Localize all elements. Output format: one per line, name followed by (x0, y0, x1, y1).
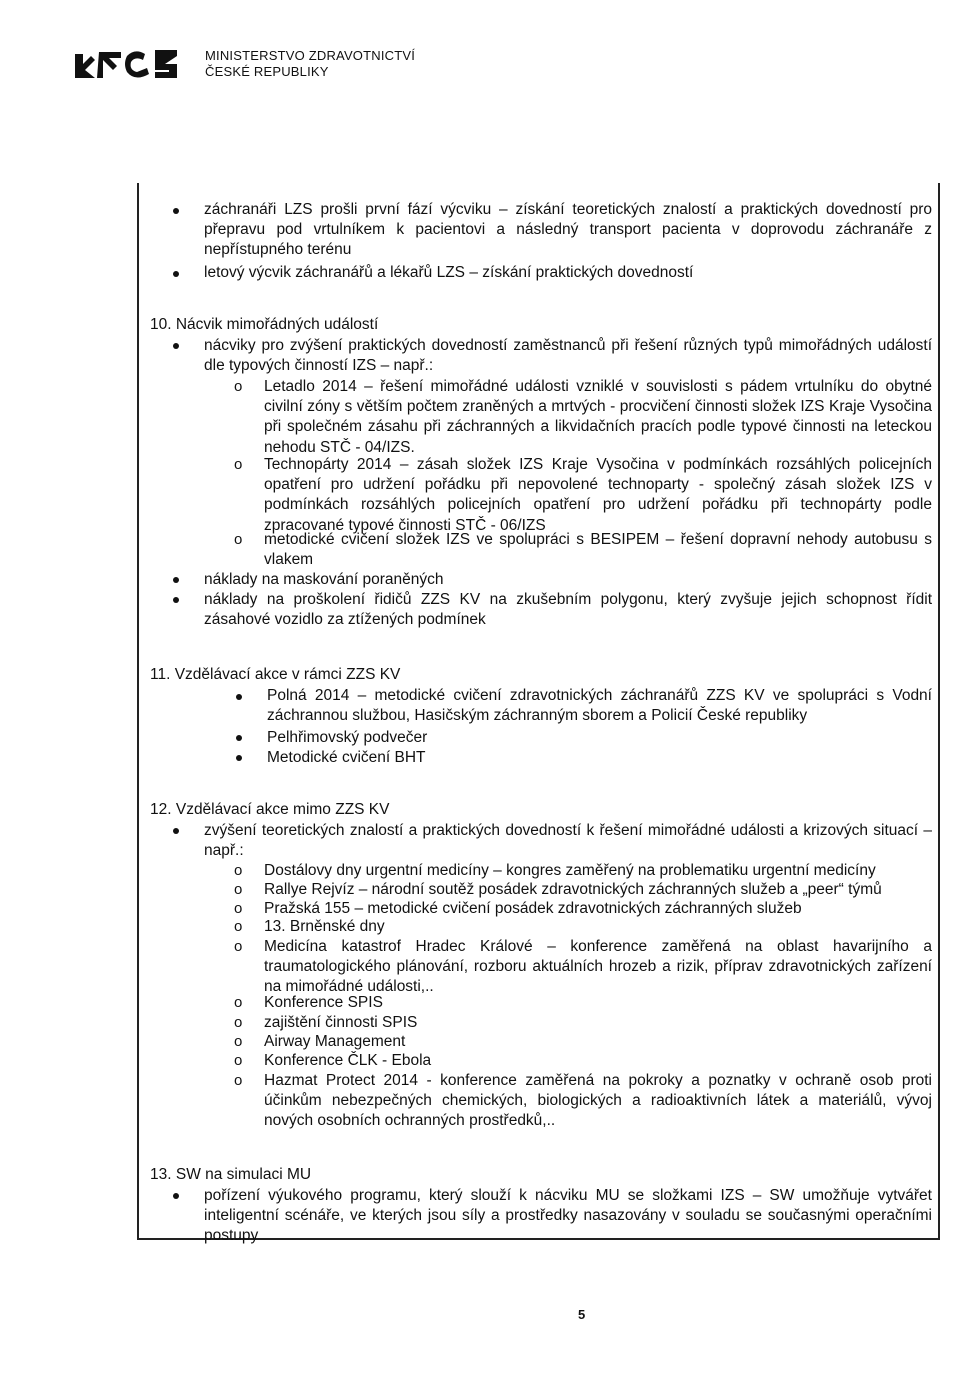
circle-bullet-icon: o (234, 862, 243, 879)
s12-bullet-1: zvýšení teoretických znalostí a praktických dovedností k řešení mimořádné události a krizových situací – např.: (204, 822, 932, 860)
circle-bullet-icon: o (234, 900, 243, 917)
s12-sub-9: Konference ČLK - Ebola (264, 1052, 432, 1069)
circle-bullet-icon: o (234, 918, 243, 935)
circle-bullet-icon: o (234, 994, 243, 1011)
s12-sub-10: Hazmat Protect 2014 - konference zaměřená na pokroky a poznatky v ochraně osob proti účinkům nebezpečných chemických, biologických a radioaktivních látek a materiálů, vývoj nových osobních ochranných prostředků,.. (264, 1072, 932, 1130)
s12-sub-7: zajištění činnosti SPIS (264, 1014, 418, 1031)
ministry-line-1: MINISTERSTVO ZDRAVOTNICTVÍ (205, 48, 416, 63)
bullet-icon (173, 1193, 179, 1199)
circle-bullet-icon: o (234, 1014, 243, 1031)
s10-bullet-1: nácviky pro zvýšení praktických dovedností zaměstnanců při řešení různých typů mimořádných událostí dle typových činností IZS – např.: (204, 337, 932, 375)
ministry-name (205, 48, 415, 80)
bullet-icon (236, 735, 242, 741)
s11-bullet-3: Metodické cvičení BHT (267, 749, 426, 766)
s10-bullet-3: náklady na proškolení řidičů ZZS KV na zkušebním polygonu, který zvyšuje jejich schopnost řídit zásahové vozidlo za ztížených podmínek (204, 591, 932, 629)
bullet-icon (173, 597, 179, 603)
s11-bullet-1: Polná 2014 – metodické cvičení zdravotnických záchranářů ZZS KV ve spolupráci s Vodní záchrannou službou, Hasičským záchranným sborem a Policií České republiky (267, 687, 932, 725)
s11-bullet-2: Pelhřimovský podvečer (267, 729, 428, 746)
s10-sub-3: metodické cvičení složek IZS ve spolupráci s BESIPEM – řešení dopravní nehody autobusu s vlakem (264, 531, 932, 569)
circle-bullet-icon: o (234, 1033, 243, 1050)
bullet-icon (173, 828, 179, 834)
bullet-icon (173, 343, 179, 349)
bullet-icon (173, 577, 179, 583)
s12-sub-5: Medicína katastrof Hradec Králové – konference zaměřená na oblast havarijního a traumatologického plánování, rozboru aktuálních hrozeb a rizik, příprav zdravotnických zařízení na mimořádné události,.. (264, 938, 932, 996)
section-11-heading: 11. Vzdělávací akce v rámci ZZS KV (150, 666, 401, 683)
s12-sub-1: Dostálovy dny urgentní medicíny – kongres zaměřený na problematiku urgentní medicíny (264, 862, 876, 879)
circle-bullet-icon: o (234, 1052, 243, 1069)
intro-bullet-2: letový výcvik záchranářů a lékařů LZS – získání praktických dovedností (204, 264, 694, 281)
circle-bullet-icon: o (234, 938, 243, 955)
circle-bullet-icon: o (234, 456, 243, 473)
circle-bullet-icon: o (234, 378, 243, 395)
ministry-line-2: ČESKÉ REPUBLIKY (205, 64, 329, 79)
s13-bullet-1: pořízení výukového programu, který slouží k nácviku MU se složkami IZS – SW umožňuje vytvářet inteligentní scénáře, ve kterých jsou síly a prostředky nasazovány v souladu se současnými operačními postupy (204, 1187, 932, 1245)
bullet-icon (236, 755, 242, 761)
s12-sub-3: Pražská 155 – metodické cvičení posádek zdravotnických záchranných služeb (264, 900, 802, 917)
intro-bullet-1: záchranáři LZS prošli první fází výcviku – získání teoretických znalostí a praktických dovedností pro přepravu pod vrtulníkem k pacientovi a následný transport pacienta v doprovodu záchranáře z nepřístupného terénu (204, 201, 932, 259)
s12-sub-4: 13. Brněnské dny (264, 918, 385, 935)
circle-bullet-icon: o (234, 881, 243, 898)
s12-sub-8: Airway Management (264, 1033, 406, 1050)
section-12-heading: 12. Vzdělávací akce mimo ZZS KV (150, 801, 390, 818)
circle-bullet-icon: o (234, 531, 243, 548)
s10-sub-1: Letadlo 2014 – řešení mimořádné události vzniklé v souvislosti s pádem vrtulníku do obytné civilní zóny s větším počtem zraněných a mrtvých - procvičení činnosti složek IZS Kraje Vysočina při společném zásahu při záchranných a likvidačních pracích podle typové činnosti na leteckou nehodu STČ - 04/IZS. (264, 378, 932, 456)
ministry-logo (73, 46, 193, 80)
bullet-icon (236, 694, 242, 700)
section-10-heading: 10. Nácvik mimořádných událostí (150, 316, 379, 333)
page-number: 5 (578, 1307, 586, 1322)
section-13-heading: 13. SW na simulaci MU (150, 1166, 312, 1183)
s12-sub-6: Konference SPIS (264, 994, 383, 1011)
bullet-icon (173, 208, 179, 214)
s12-sub-2: Rallye Rejvíz – národní soutěž posádek zdravotnických záchranných služeb a „peer“ týmů (264, 881, 882, 898)
s10-bullet-2: náklady na maskování poraněných (204, 571, 444, 588)
bullet-icon (173, 271, 179, 277)
circle-bullet-icon: o (234, 1072, 243, 1089)
s10-sub-2: Technopárty 2014 – zásah složek IZS Kraje Vysočina v podmínkách rozsáhlých policejních opatření pro udržení pořádku při nepovolené technoparty - společný zásah složek IZS v podmínkách rozsáhlých policejních opatření pro udržení pořádku při technopárty podle zpracované typové činnosti STČ - 06/IZS (264, 456, 932, 534)
